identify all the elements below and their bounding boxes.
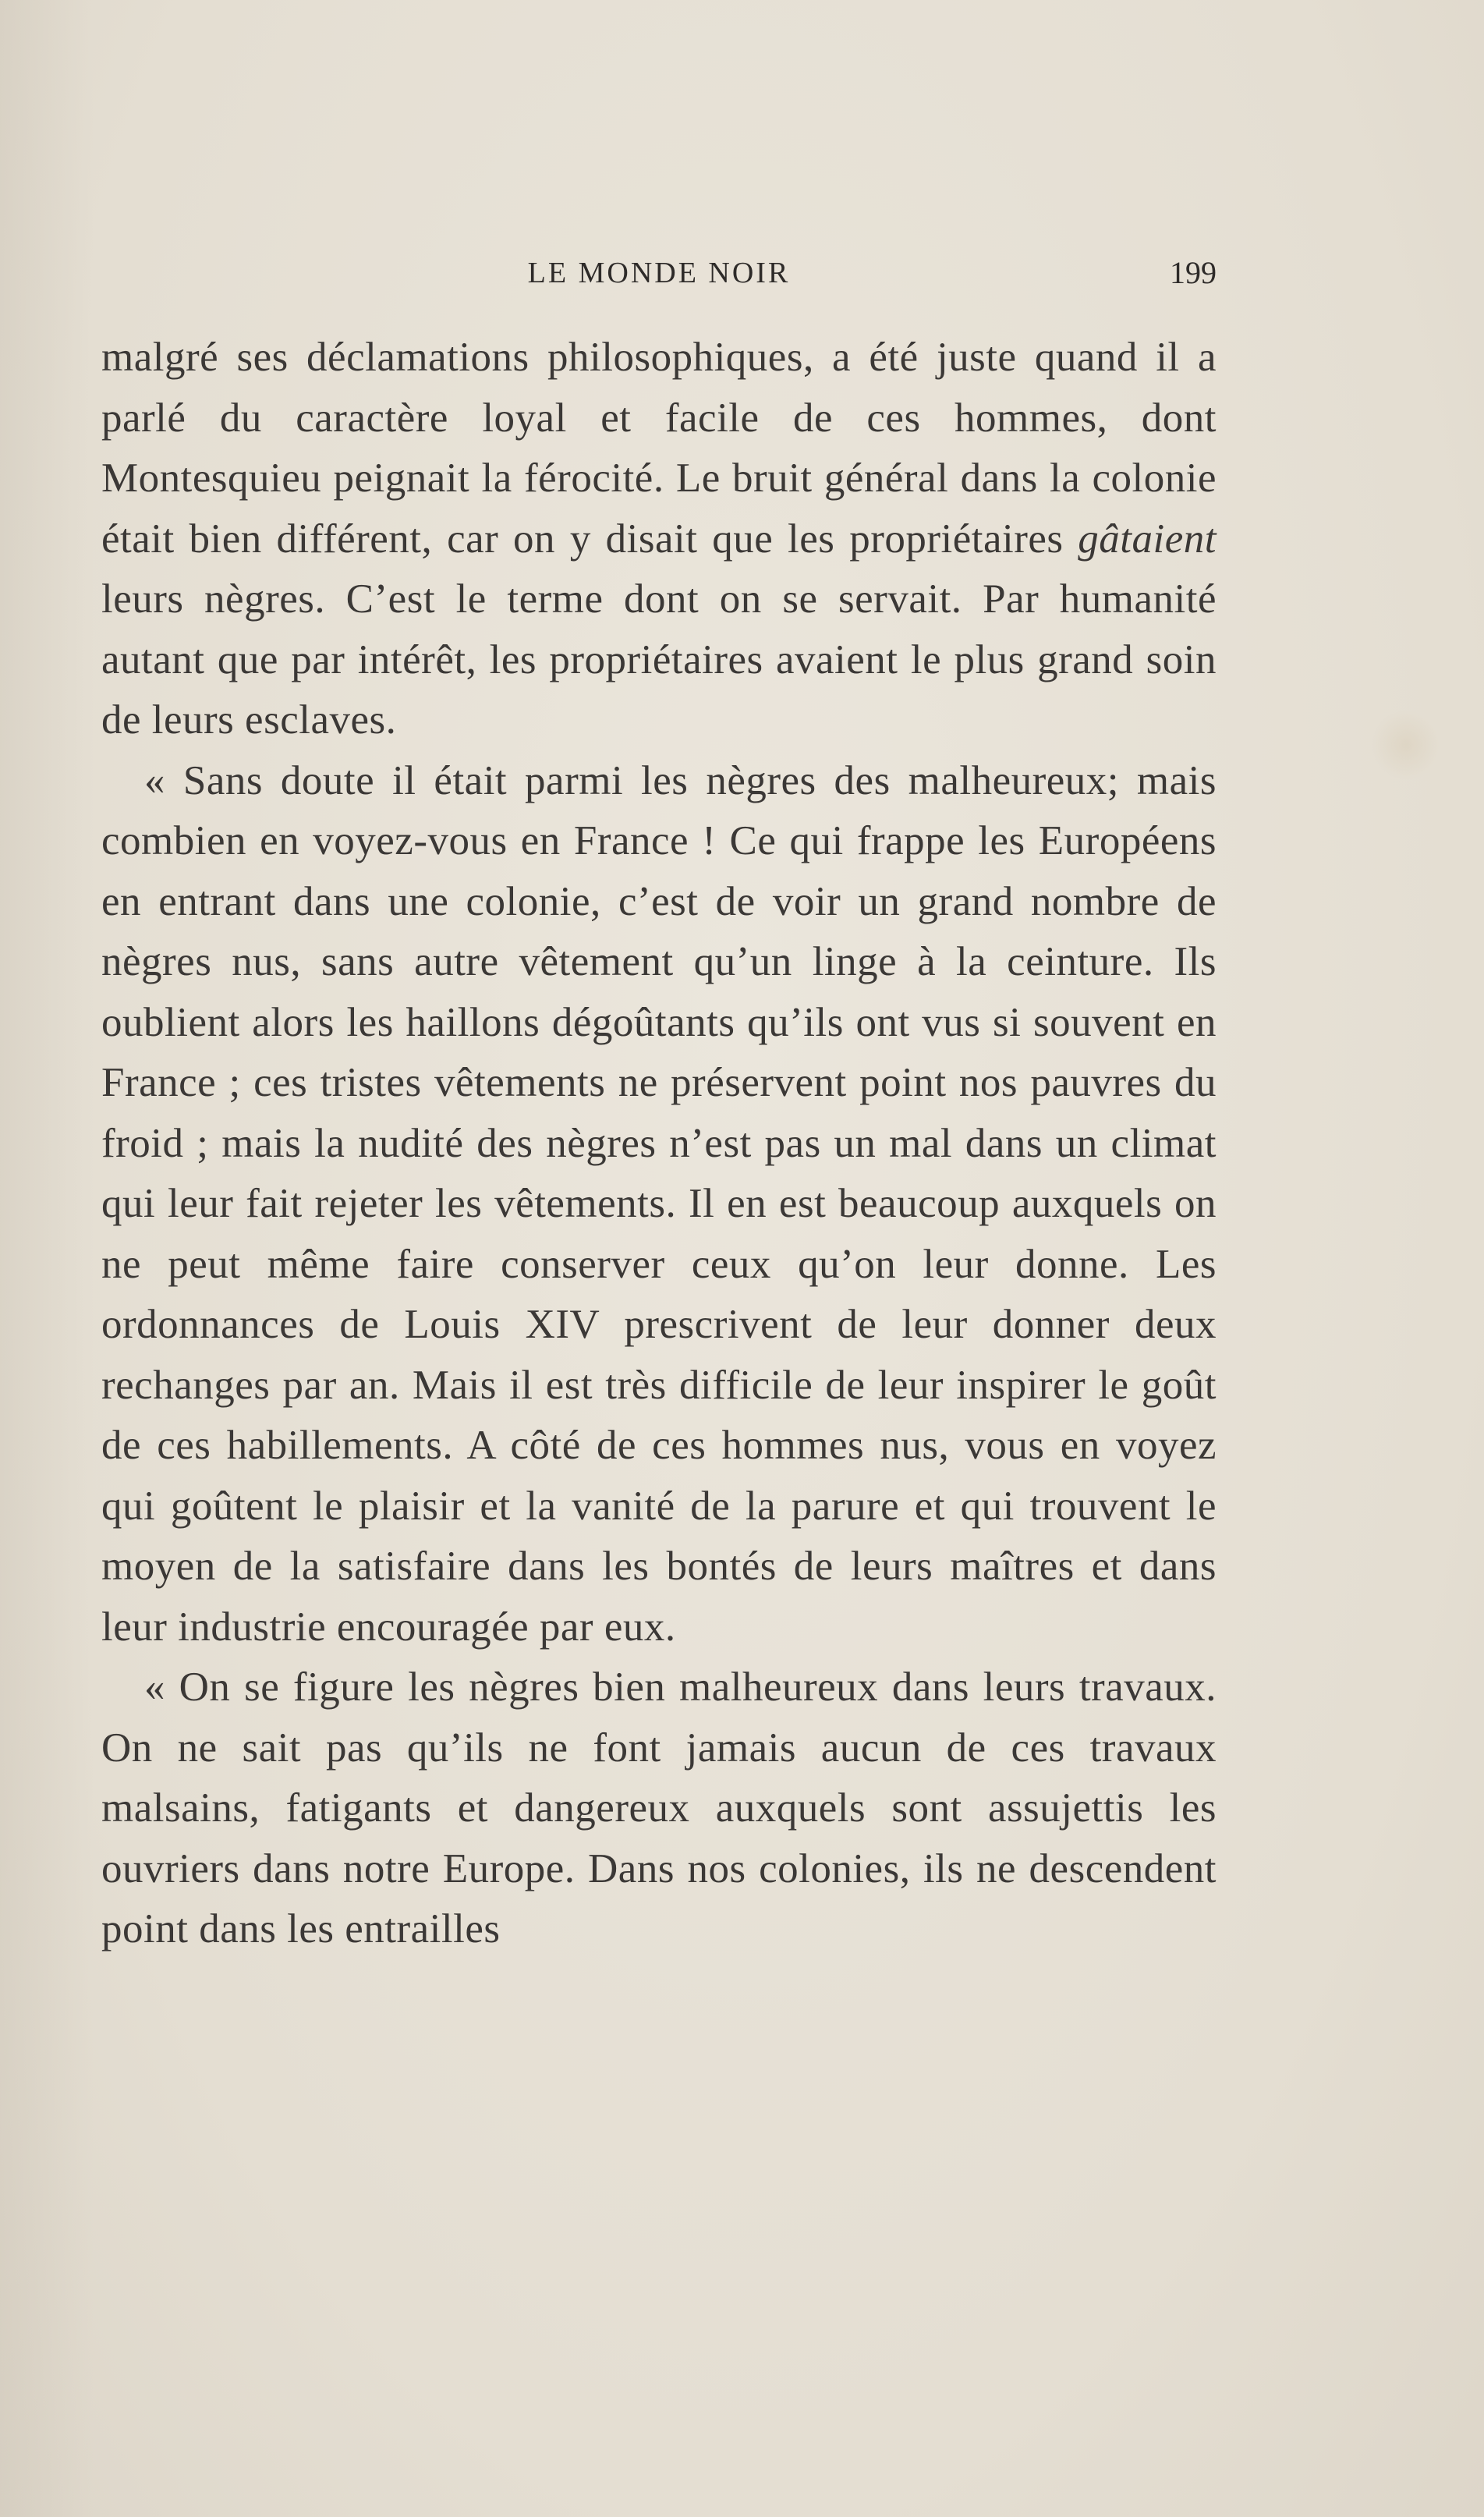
paragraph-2: « Sans doute il était parmi les nègres des malheureux; mais combien en voyez-vous en France ! Ce qui frappe les Européens en entrant dans une colonie, c’est de voir un grand nombre de nègres nus, sans autre vêtement qu’un linge à la ceinture. Ils oublient alors les haillons dégoûtants qu’ils ont vus si souvent en France ; ces tristes vêtements ne préservent point nos pauvres du froid ; mais la nudité des nègres n’est pas un mal dans un climat qui leur fait rejeter les vêtements. Il en est beaucoup auxquels on ne peut même faire conserver ceux qu’on leur donne. Les ordonnances de Louis XIV prescrivent de leur donner deux rechanges par an. Mais il est très difficile de leur inspirer le goût de ces habillements. A côté de ces hommes nus, vous en voyez qui goûtent le plaisir et la vanité de la parure et qui trouvent le moyen de la satisfaire dans les bontés de leurs maîtres et dans leur industrie encouragée par eux. — [101, 757, 1217, 1650]
page-number: 199 — [1170, 255, 1217, 290]
paper-stain — [1371, 710, 1441, 780]
running-head: LE MONDE NOIR — [527, 257, 791, 289]
paragraph-1-text-b: leurs nègres. C’est le terme dont on se servait. Par humanité autant que par intérêt, les propriétaires avaient le plus grand soin de leurs esclaves. — [101, 576, 1217, 743]
paragraph-1-emphasis: gâtaient — [1078, 516, 1217, 562]
page-edge-shadow — [0, 0, 94, 2517]
body-text — [101, 328, 1217, 1960]
page-header — [101, 248, 1217, 295]
paragraph-1 — [101, 328, 1217, 751]
paragraph-3: « On se figure les nègres bien malheureux dans leurs travaux. On ne sait pas qu’ils ne font jamais aucun de ces travaux malsains, fatigants et dangereux auxquels sont assujettis les ouvriers dans notre Europe. Dans nos colonies, ils ne descendent point dans les entrailles — [101, 1664, 1217, 1952]
paragraph-1-text-a: malgré ses déclamations philosophiques, a été juste quand il a parlé du caractère loyal et facile de ces hommes, dont Montesquieu peignait la férocité. Le bruit général dans la colonie était bien différent, car on y disait que les propriétaires — [101, 335, 1217, 562]
